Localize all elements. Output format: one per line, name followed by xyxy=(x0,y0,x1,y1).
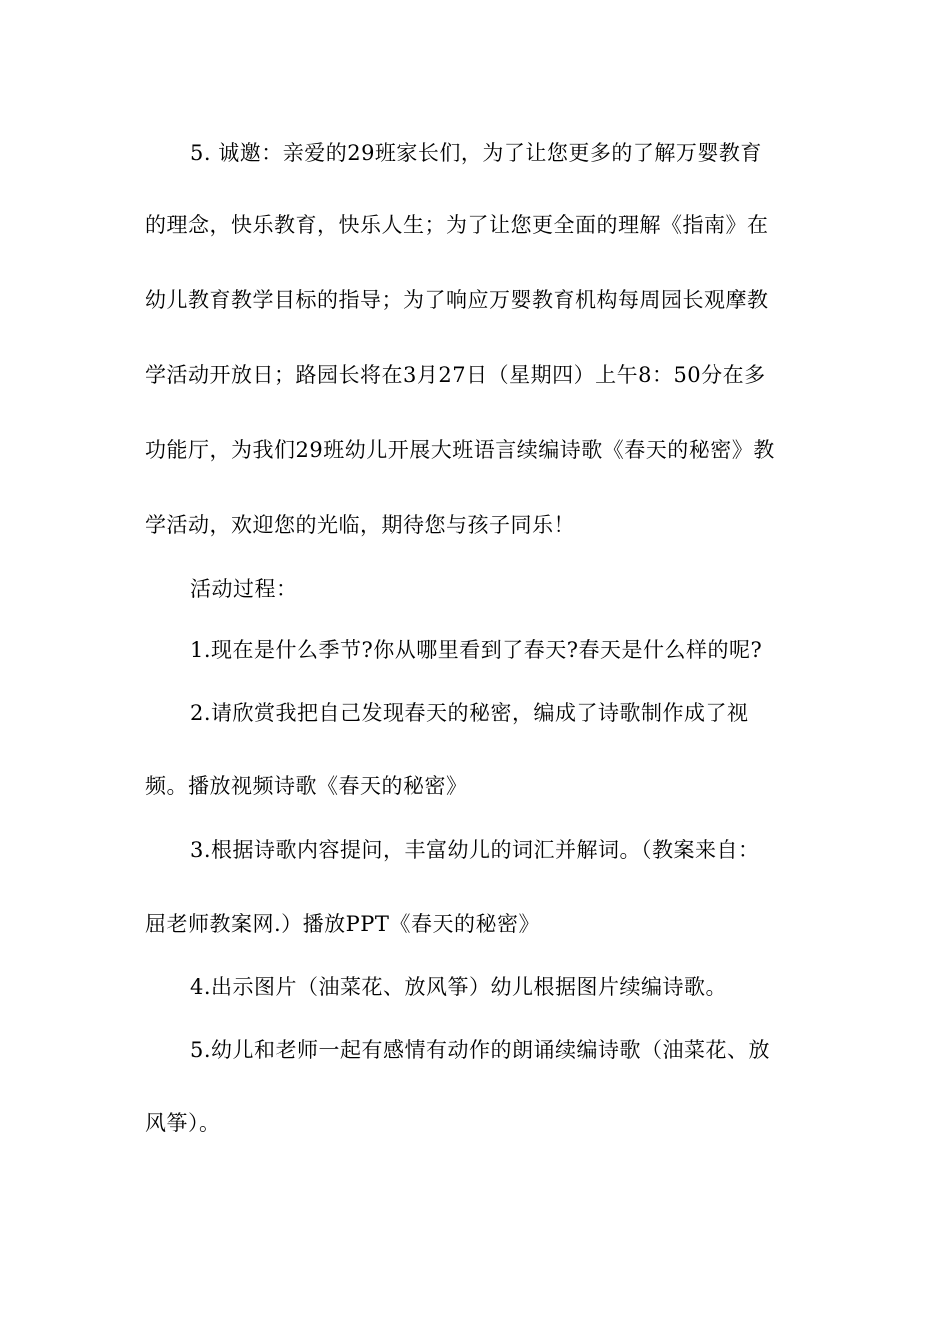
invitation-paragraph-line-4: 学活动开放日；路园长将在3月27日（星期四）上午8：50分在多 xyxy=(145,363,766,387)
invitation-paragraph-line-2: 的理念，快乐教育，快乐人生；为了让您更全面的理解《指南》在 xyxy=(145,213,769,237)
invitation-paragraph-line-3: 幼儿教育教学目标的指导；为了响应万婴教育机构每周园长观摩教 xyxy=(145,288,769,312)
step-4-line: 4.出示图片（油菜花、放风筝）幼儿根据图片续编诗歌。 xyxy=(190,975,728,999)
invitation-paragraph-line-1: 5. 诚邀：亲爱的29班家长们，为了让您更多的了解万婴教育 xyxy=(190,141,762,165)
invitation-paragraph-line-5: 功能厅，为我们29班幼儿开展大班语言续编诗歌《春天的秘密》教 xyxy=(145,438,775,462)
step-5-line-1: 5.幼儿和老师一起有感情有动作的朗诵续编诗歌（油菜花、放 xyxy=(190,1038,771,1062)
step-5-line-2: 风筝）。 xyxy=(145,1111,221,1135)
step-3-line-2: 屈老师教案网.）播放PPT《春天的秘密》 xyxy=(145,912,540,936)
step-1-line: 1.现在是什么季节?你从哪里看到了春天?春天是什么样的呢? xyxy=(190,638,763,662)
step-2-line-1: 2.请欣赏我把自己发现春天的秘密，编成了诗歌制作成了视 xyxy=(190,701,749,725)
activity-process-heading: 活动过程： xyxy=(190,577,298,601)
invitation-paragraph-line-6: 学活动，欢迎您的光临，期待您与孩子同乐！ xyxy=(145,513,575,537)
step-2-line-2: 频。播放视频诗歌《春天的秘密》 xyxy=(145,774,468,798)
step-3-line-1: 3.根据诗歌内容提问，丰富幼儿的词汇并解词。（教案来自： xyxy=(190,838,760,862)
